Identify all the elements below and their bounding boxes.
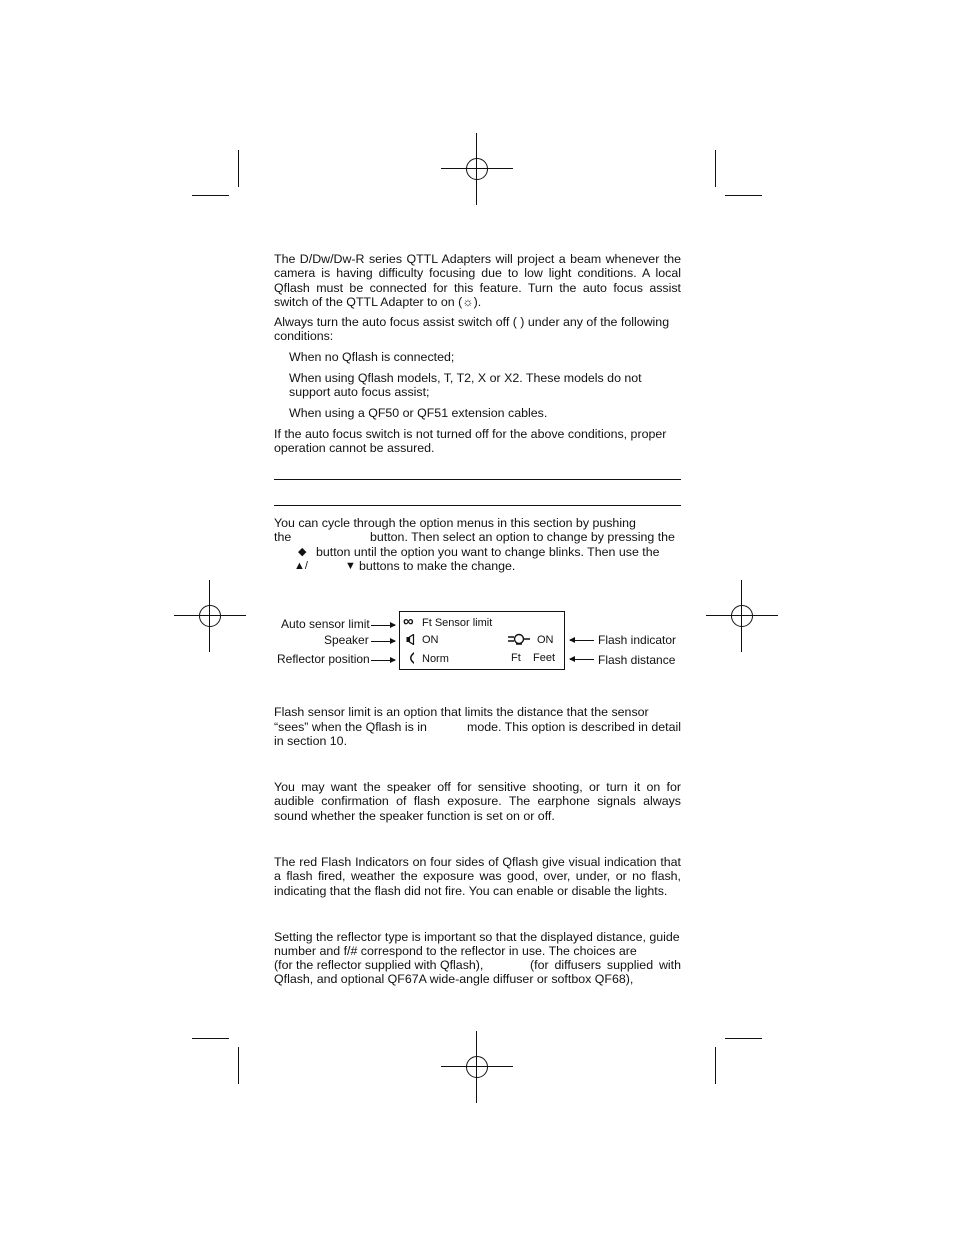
arrow-speaker <box>371 641 395 642</box>
reflector-paragraph-line-3 <box>274 958 681 972</box>
sensor-paragraph-line-2-end: mode. This option is described in detail <box>467 720 681 734</box>
af-condition-3: When using a QF50 or QF51 extension cables. <box>289 406 548 420</box>
options-intro-line-1: You can cycle through the option menus in this section by pushing <box>274 516 636 530</box>
sensor-paragraph-line-1: Flash sensor limit is an option that limits the distance that the sensor <box>274 705 649 719</box>
reflector-paragraph-line-4: Qflash, and optional QF67A wide-angle diffuser or softbox QF68), <box>274 972 634 986</box>
options-intro-line-2-end: button. Then select an option to change by pressing the <box>370 530 675 544</box>
crop-mark <box>725 195 762 196</box>
af-condition-2: When using Qflash models, T, T2, X or X2. These models do not support auto focus assist; <box>289 371 642 400</box>
registration-mark-top <box>441 133 513 205</box>
arrow-auto-sensor-limit <box>371 625 395 626</box>
reflector-paragraph-line-1: Setting the reflector type is important so that the displayed distance, guide <box>274 930 680 944</box>
section-rule-bottom <box>274 505 681 506</box>
lcd-display <box>399 611 565 670</box>
options-intro-line-4-end: buttons to make the change. <box>359 559 516 573</box>
speaker-paragraph: You may want the speaker off for sensitive shooting, or turn it on for audible confirmation of flash exposure. The earphone signals always sound whether the speaker function is set on or off. <box>274 780 681 823</box>
options-intro-line-2-start: the <box>274 530 292 544</box>
reflector-paragraph-line-3-start: (for the reflector supplied with Qflash), <box>274 958 484 972</box>
registration-mark-right <box>706 580 778 652</box>
speaker-icon <box>406 634 415 648</box>
crop-mark <box>238 1047 239 1084</box>
crop-mark <box>192 195 229 196</box>
crop-mark <box>715 1047 716 1084</box>
diamond-button-icon: ◆ <box>298 546 307 558</box>
registration-mark-bottom <box>441 1031 513 1103</box>
lcd-sensor-limit-text: Ft Sensor limit <box>422 617 493 629</box>
label-flash-distance: Flash distance <box>598 653 676 667</box>
infinity-icon: ∞ <box>403 613 414 630</box>
label-reflector-position: Reflector position <box>277 652 370 666</box>
sensor-paragraph-line-2 <box>274 720 681 734</box>
label-flash-indicator: Flash indicator <box>598 633 677 647</box>
reflector-paragraph-line-2: number and f/# correspond to the reflector in use. The choices are <box>274 944 637 958</box>
arrow-reflector-position <box>371 660 395 661</box>
registration-mark-left <box>174 580 246 652</box>
lcd-distance-unit: Ft <box>511 652 521 664</box>
section-rule-top <box>274 479 681 480</box>
crop-mark <box>238 150 239 187</box>
sensor-paragraph-line-3: in section 10. <box>274 734 348 748</box>
options-intro-line-3-end: button until the option you want to change blinks. Then use the <box>316 545 660 559</box>
down-button-icon: ▼ <box>345 560 356 572</box>
reflector-paragraph-line-3-end: (for diffusers supplied with <box>530 958 681 972</box>
crop-mark <box>715 150 716 187</box>
sensor-paragraph-line-2-start: “sees” when the Qflash is in <box>274 720 427 734</box>
af-paragraph-1: The D/Dw/Dw-R series QTTL Adapters will project a beam whenever the camera is having difficulty focusing due to low light conditions. A local Qflash must be connected for this feature. Turn the auto focus assist switch of the QTTL Adapter to on (☼). <box>274 252 681 309</box>
flash-indicator-icon <box>508 633 530 649</box>
lcd-distance-value: Feet <box>533 652 556 664</box>
af-condition-1: When no Qflash is connected; <box>289 350 455 364</box>
af-paragraph-3: If the auto focus switch is not turned off for the above conditions, proper operation cannot be assured. <box>274 427 667 456</box>
options-intro-line-2 <box>274 530 681 544</box>
reflector-icon <box>405 651 415 668</box>
label-auto-sensor-limit: Auto sensor limit <box>281 617 370 631</box>
label-speaker: Speaker <box>324 633 369 647</box>
indicator-paragraph: The red Flash Indicators on four sides of Qflash give visual indication that a flash fired, weather the exposure was good, over, under, or no flash, indicating that the flash did not fire. You can enable or disable the lights. <box>274 855 681 898</box>
lcd-speaker-value: ON <box>422 634 439 646</box>
lcd-reflector-value: Norm <box>422 653 449 665</box>
arrow-flash-indicator <box>570 640 594 641</box>
arrow-flash-distance <box>570 659 594 660</box>
lcd-flash-indicator-value: ON <box>537 634 554 646</box>
crop-mark <box>725 1038 762 1039</box>
crop-mark <box>192 1038 229 1039</box>
af-paragraph-2: Always turn the auto focus assist switch off ( ) under any of the following conditions: <box>274 315 670 344</box>
up-button-icon: ▲/ <box>294 560 308 572</box>
